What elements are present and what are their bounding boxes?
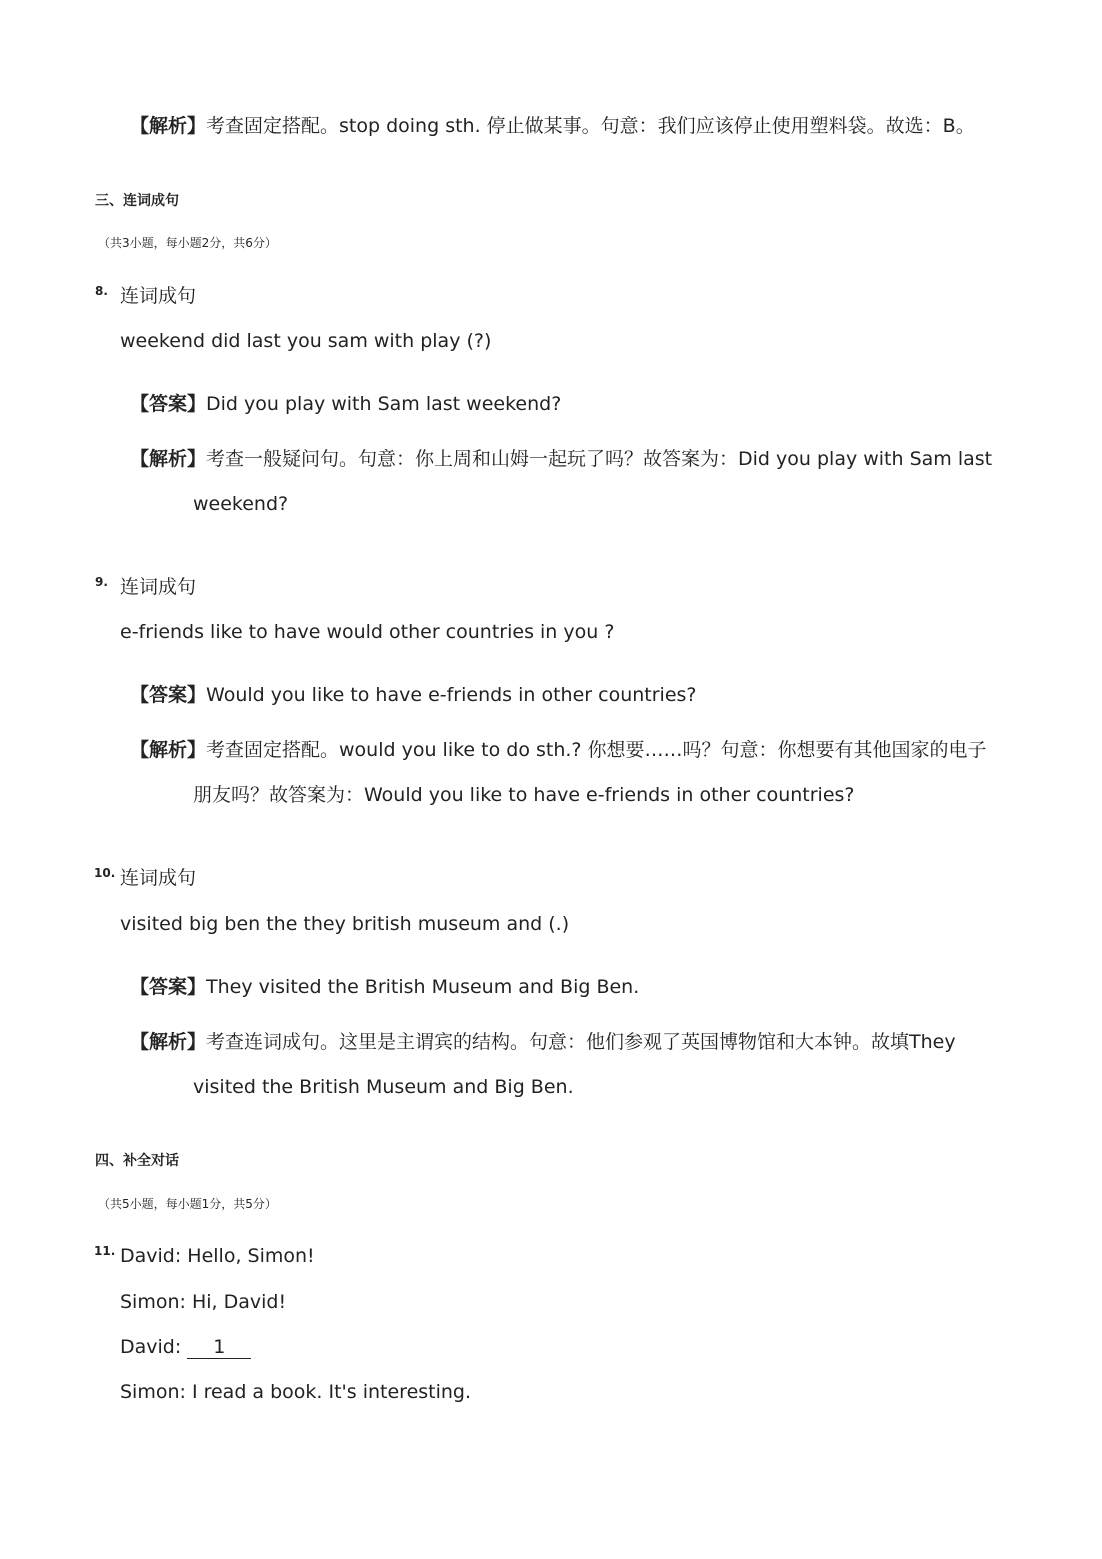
- answer-tag: 【答案】: [130, 976, 207, 998]
- question-prompt: visited big ben the they british museum and (.): [120, 913, 570, 935]
- analysis-tag: 【解析】: [130, 115, 207, 137]
- section-note: （共5小题，每小题1分，共5分）: [98, 1197, 277, 1211]
- dialogue-line: Simon: Hi, David!: [120, 1291, 287, 1313]
- analysis-tag: 【解析】: [130, 739, 207, 761]
- answer-line: [130, 391, 561, 417]
- question-type: 连词成句: [120, 867, 197, 889]
- analysis-text: 考查一般疑问句。句意：你上周和山姆一起玩了吗？故答案为：Did you play with Sam last: [206, 448, 993, 470]
- dialogue-line: [120, 1334, 251, 1360]
- answer-blank: 1: [187, 1336, 251, 1359]
- question-number: 8.: [95, 284, 108, 298]
- analysis-continuation: visited the British Museum and Big Ben.: [193, 1076, 574, 1098]
- question-number: 10.: [94, 866, 116, 880]
- question-prompt: e-friends like to have would other countries in you ?: [120, 621, 615, 643]
- section-note: （共3小题，每小题2分，共6分）: [98, 236, 277, 250]
- analysis-text: 考查固定搭配。would you like to do sth.? 你想要……吗？句意：你想要有其他国家的电子: [206, 739, 987, 761]
- question-type: 连词成句: [120, 576, 197, 598]
- question-prompt: weekend did last you sam with play (?): [120, 330, 492, 352]
- analysis-tag: 【解析】: [130, 1031, 207, 1053]
- dialogue-line: David: Hello, Simon!: [120, 1245, 315, 1267]
- section-title: 三、连词成句: [95, 193, 179, 209]
- question-type: 连词成句: [120, 285, 197, 307]
- answer-line: [130, 974, 639, 1000]
- question-number: 9.: [95, 575, 108, 589]
- dialogue-line: Simon: I read a book. It's interesting.: [120, 1381, 472, 1403]
- analysis-line: [130, 446, 992, 472]
- answer-text: Would you like to have e-friends in other countries?: [206, 684, 697, 706]
- analysis-continuation: 朋友吗？故答案为：Would you like to have e-friends in other countries?: [193, 784, 855, 806]
- prev-analysis: [130, 113, 975, 139]
- analysis-tag: 【解析】: [130, 448, 207, 470]
- analysis-text: 考查固定搭配。stop doing sth. 停止做某事。句意：我们应该停止使用塑料袋。故选：B。: [206, 115, 975, 137]
- answer-tag: 【答案】: [130, 393, 207, 415]
- analysis-continuation: weekend?: [193, 493, 289, 515]
- analysis-line: [130, 1029, 956, 1055]
- answer-tag: 【答案】: [130, 684, 207, 706]
- answer-line: [130, 682, 697, 708]
- analysis-line: [130, 737, 987, 763]
- question-number: 11.: [94, 1244, 116, 1258]
- answer-text: Did you play with Sam last weekend?: [206, 393, 562, 415]
- answer-text: They visited the British Museum and Big Ben.: [206, 976, 640, 998]
- section-title: 四、补全对话: [95, 1153, 179, 1169]
- analysis-text: 考查连词成句。这里是主谓宾的结构。句意：他们参观了英国博物馆和大本钟。故填They: [206, 1031, 956, 1053]
- dialogue-speaker: David:: [120, 1336, 188, 1358]
